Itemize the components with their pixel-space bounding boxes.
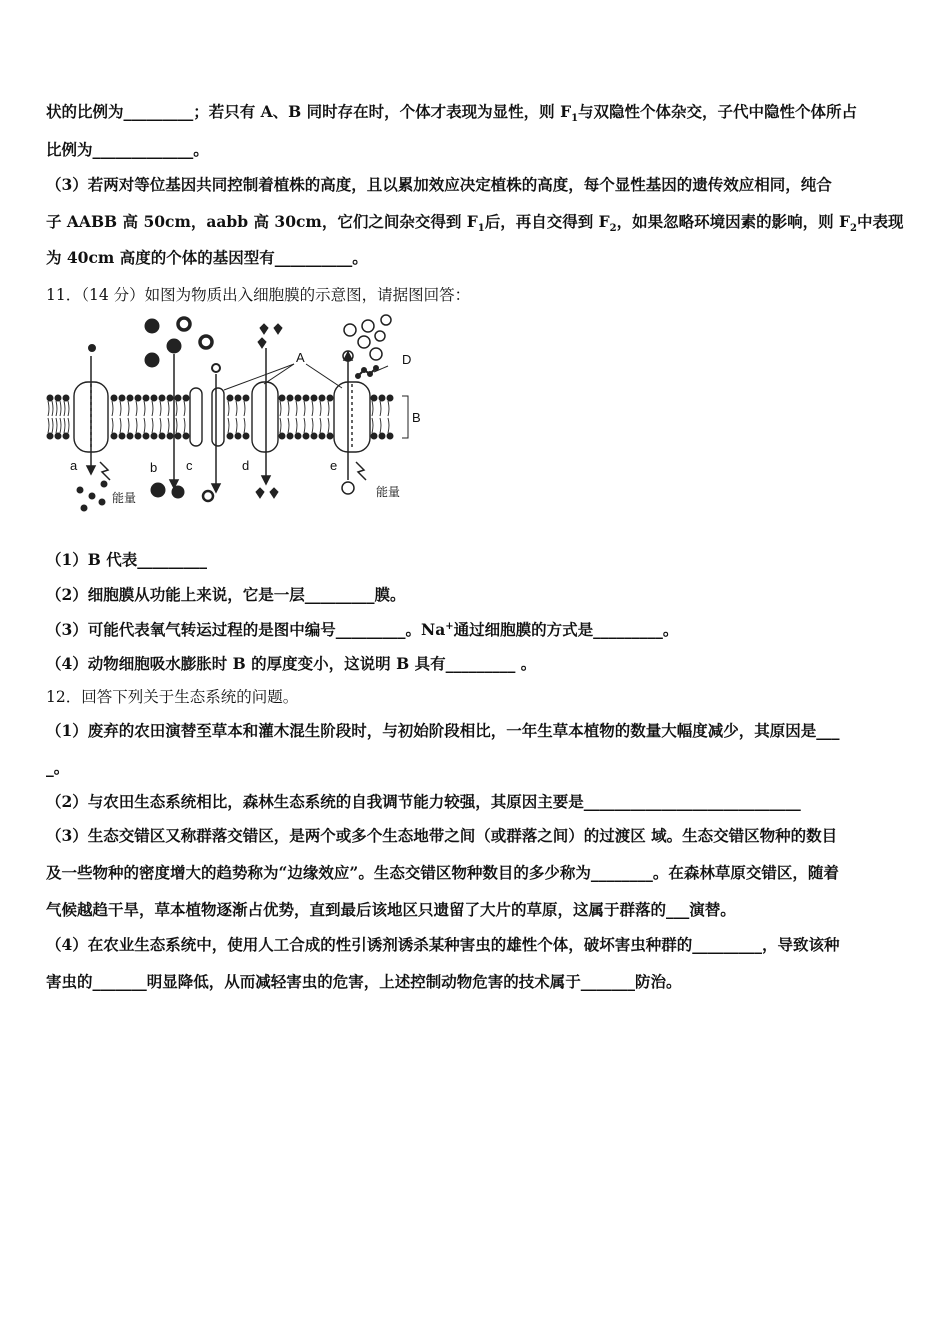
q12-sub-4-line-1: （4）在农业生态系统中，使用人工合成的性引诱剂诱杀某种害虫的雄性个体，破坏害虫种群的_________，导致该种	[46, 935, 840, 954]
q10-part3-line-3: 为 40cm 高度的个体的基因型有__________。	[46, 248, 368, 267]
q12-sub-4-line-2: 害虫的_______明显降低，从而减轻害虫的危害，上述控制动物危害的技术属于_______防治。	[46, 972, 682, 991]
label-B: B	[412, 410, 421, 425]
label-energy-right: 能量	[376, 485, 401, 499]
q12-stem: 12．回答下列关于生态系统的问题。	[46, 688, 299, 706]
q11-sub-4: （4）动物细胞吸水膨胀时 B 的厚度变小，这说明 B 具有_________ 。	[46, 654, 537, 673]
molecule-a-outside	[89, 345, 96, 352]
label-a: a	[70, 458, 78, 473]
label-b: b	[150, 460, 158, 475]
label-e: e	[330, 458, 338, 473]
membrane-proteins	[74, 382, 370, 452]
label-energy-left: 能量	[112, 491, 137, 505]
cell-membrane-diagram	[44, 312, 424, 522]
label-A: A	[296, 350, 305, 365]
q10-part3-line-1: （3）若两对等位基因共同控制着植株的高度，且以累加效应决定植株的高度，每个显性基因的遗传效应相同，纯合	[46, 175, 832, 194]
q10-line-1: 状的比例为_________；若只有 A、B 同时存在时，个体才表现为显性，则 $F_1$与双隐性个体杂交，子代中隐性个体所占	[46, 102, 858, 125]
protein-c	[212, 388, 224, 446]
label-D: D	[402, 352, 412, 367]
q12-sub-3-line-1: （3）生态交错区又称群落交错区，是两个或多个生态地带之间（或群落之间）的过渡区 域。生态交错区物种的数目	[46, 826, 838, 845]
q12-sub-2: （2）与农田生态系统相比，森林生态系统的自我调节能力较强，其原因主要是____________________________	[46, 792, 801, 811]
q11-stem: 11．（14 分）如图为物质出入细胞膜的示意图，请据图回答：	[46, 286, 471, 304]
q10-line-2: 比例为_____________。	[46, 140, 209, 159]
protein-b-channel-left	[190, 388, 202, 446]
protein-d	[252, 382, 278, 452]
q11-sub-3: （3）可能代表氧气转运过程的是图中编号_________。Na+通过细胞膜的方式是_________。	[46, 620, 679, 639]
label-d: d	[242, 458, 250, 473]
q11-sub-2: （2）细胞膜从功能上来说，它是一层_________膜。	[46, 585, 406, 604]
q12-sub-1-line-2: _。	[46, 758, 70, 777]
q12-sub-3-line-3: 气候越趋干旱，草本植物逐渐占优势，直到最后该地区只遗留了大片的草原，这属于群落的___演替。	[46, 900, 736, 919]
q12-sub-3-line-2: 及一些物种的密度增大的趋势称为“边缘效应”。生态交错区物种数目的多少称为________。在森林草原交错区，随着	[46, 863, 839, 882]
q12-sub-1-line-1: （1）废弃的农田演替至草本和灌木混生阶段时，与初始阶段相比，一年生草本植物的数量大幅度减少，其原因是___	[46, 721, 840, 740]
q10-part3-line-2: 子 AABB 高 50cm，aabb 高 30cm，它们之间杂交得到 $F_1$后，再自交得到 $F_2$，如果忽略环境因素的影响，则 $F_2$中表现	[46, 212, 904, 235]
q11-sub-1: （1）B 代表_________	[46, 550, 208, 569]
label-c: c	[186, 458, 193, 473]
